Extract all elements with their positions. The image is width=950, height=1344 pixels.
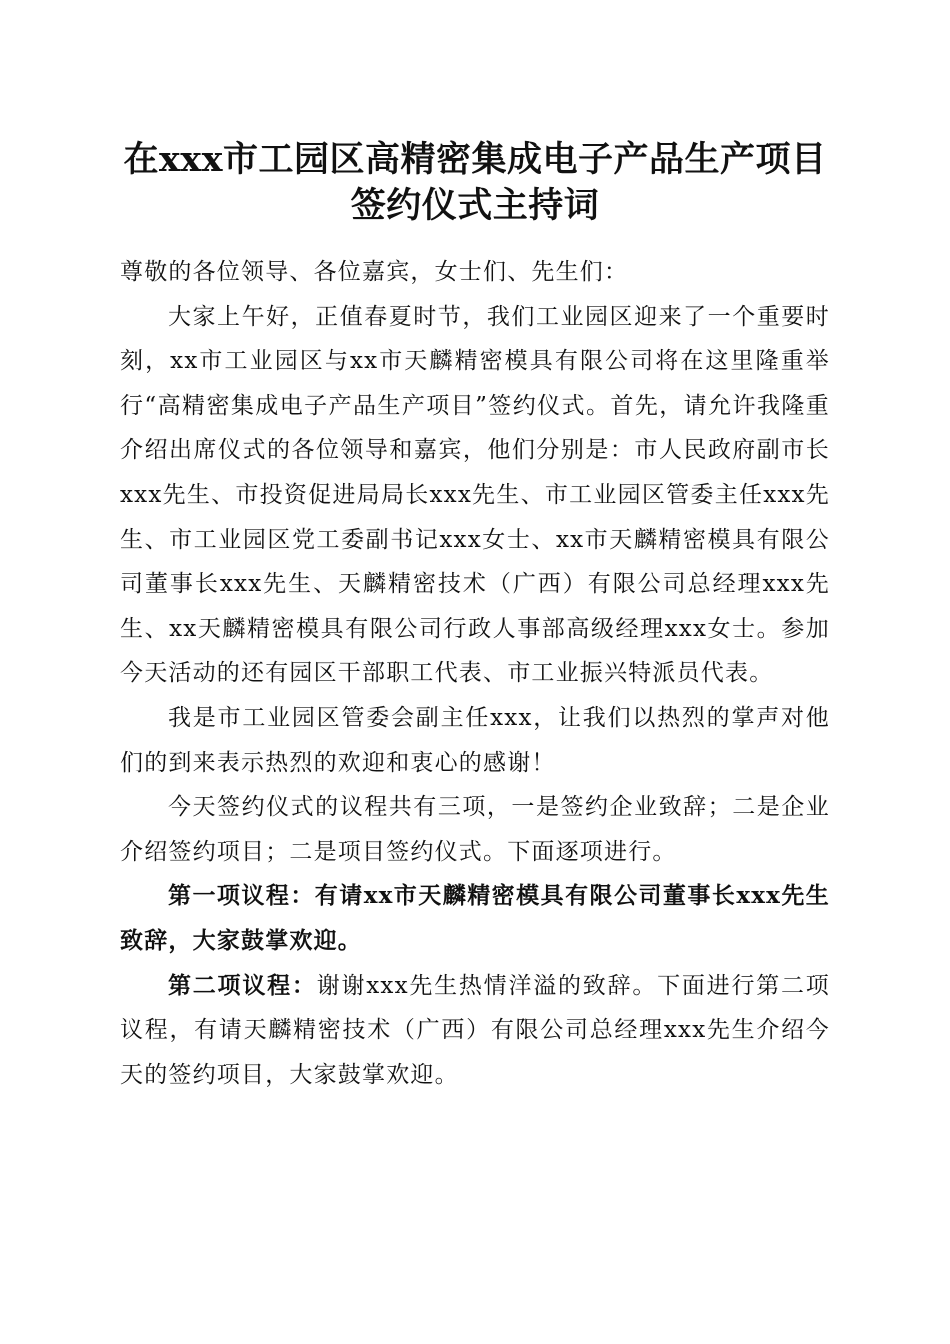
paragraph-host-intro: 我是市工业园区管委会副主任xxx，让我们以热烈的掌声对他们的到来表示热烈的欢迎和衷心的感谢！ bbox=[120, 704, 830, 776]
agenda-item-2-text: 谢谢xxx先生热情洋溢的致辞。下面进行第二项议程，有请天麟精密技术（广西）有限公司总经理xxx先生介绍今天的签约项目，大家鼓掌欢迎。 bbox=[120, 972, 830, 1088]
document-title-line-2: 签约仪式主持词 bbox=[350, 185, 600, 226]
paragraph-agenda-overview: 今天签约仪式的议程共有三项，一是签约企业致辞；二是企业介绍签约项目；二是项目签约仪式。下面逐项进行。 bbox=[120, 794, 830, 865]
document-title-line-1: 在xxx市工园区高精密集成电子产品生产项目 bbox=[123, 139, 827, 180]
agenda-item-2-lead: 第二项议程： bbox=[168, 971, 317, 999]
salutation: 尊敬的各位领导、各位嘉宾，女士们、先生们： bbox=[120, 259, 629, 285]
paragraph-opening: 大家上午好，正值春夏时节，我们工业园区迎来了一个重要时刻，xx市工业园区与xx市天麟精密模具有限公司将在这里隆重举行“高精密集成电子产品生产项目”签约仪式。首先，请允许我隆重介绍出席仪式的各位领导和嘉宾，他们分别是：市人民政府副市长xxx先生、市投资促进局局长xxx先生、市工业园区管委主任xxx先生、市工业园区党工委副书记xxx女士、xx市天麟精密模具有限公司董事长xxx先生、天麟精密技术（广西）有限公司总经理xxx先生、xx天麟精密模具有限公司行政人事部高级经理xxx女士。参加今天活动的还有园区干部职工代表、市工业振兴特派员代表。 bbox=[120, 303, 830, 687]
paragraph-agenda-item-1: 第一项议程：有请xx市天麟精密模具有限公司董事长xxx先生致辞，大家鼓掌欢迎。 bbox=[120, 882, 830, 954]
paragraph-agenda-item-2 bbox=[120, 964, 830, 1098]
document-body bbox=[120, 250, 830, 1097]
